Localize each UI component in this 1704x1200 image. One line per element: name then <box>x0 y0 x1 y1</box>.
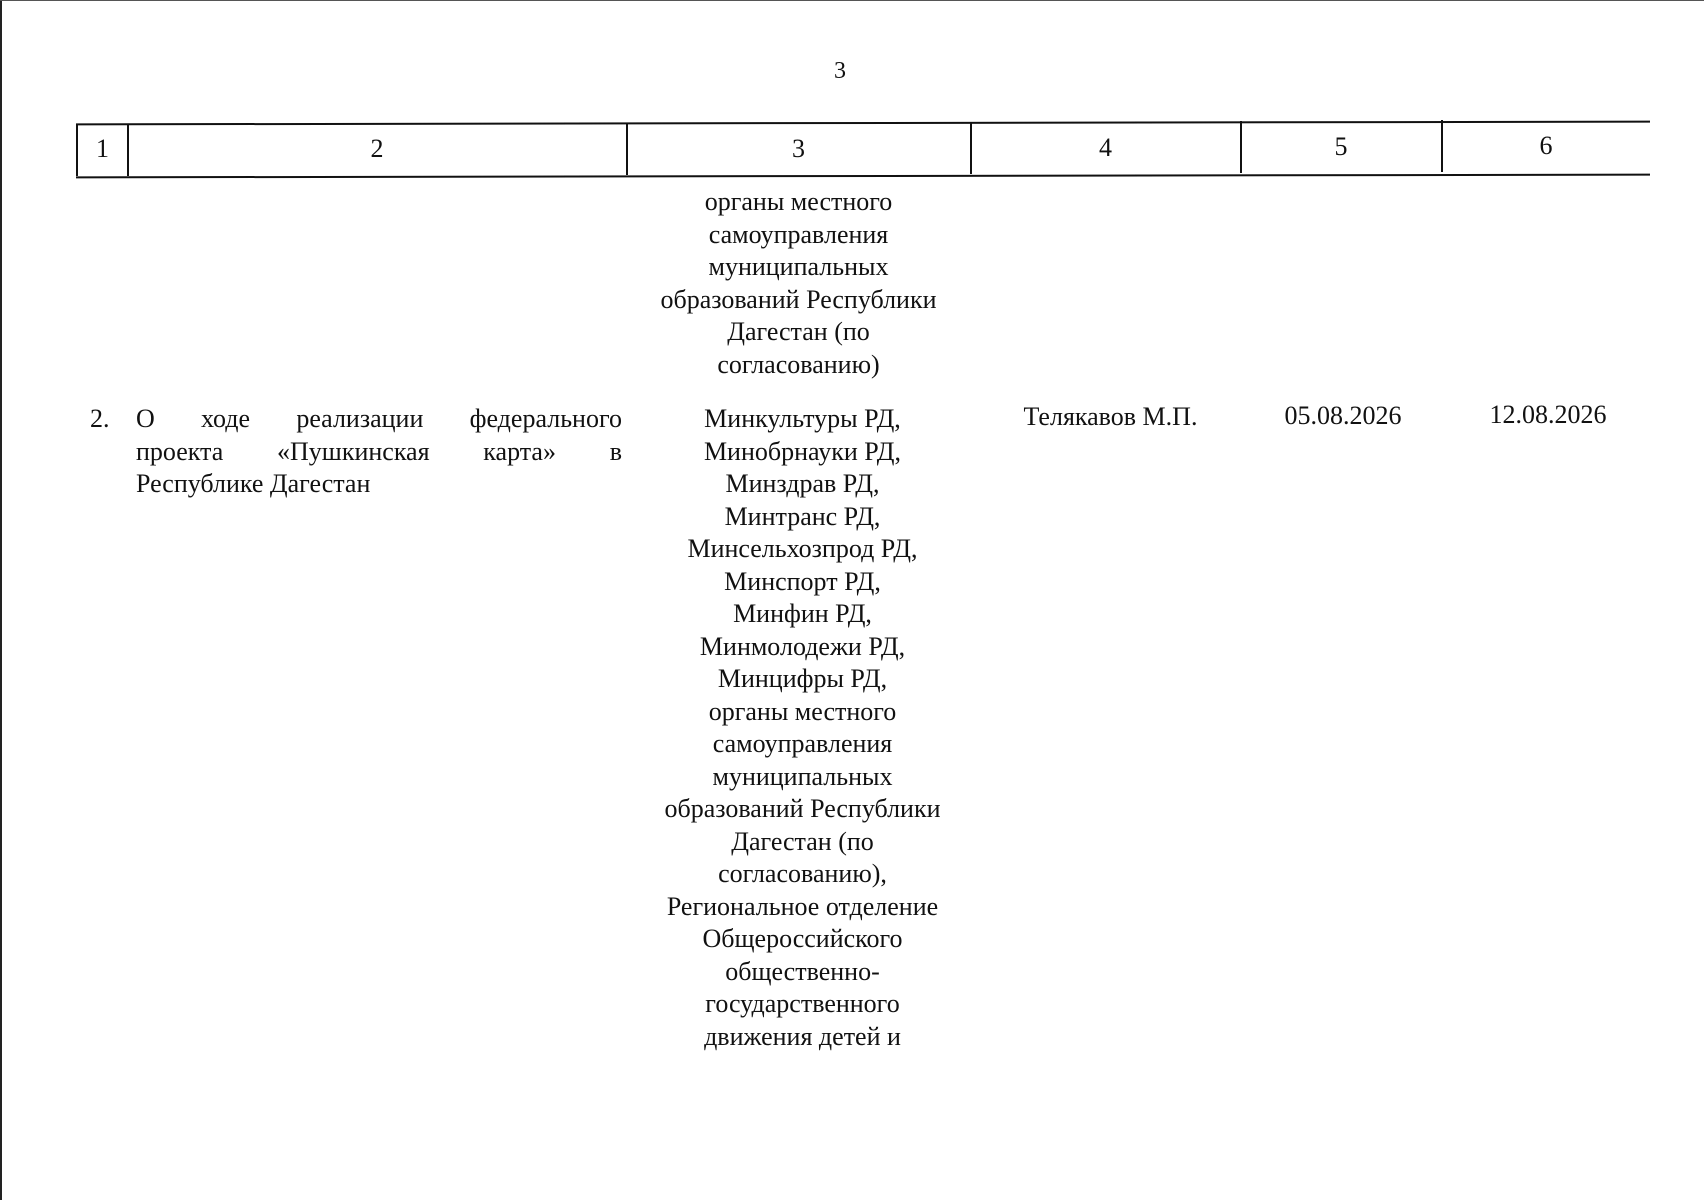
continuation-line: органы местного <box>704 187 893 216</box>
page-edge-top <box>0 0 1704 1</box>
executor-line: Минобрнауки РД, <box>703 436 902 466</box>
header-col-6: 6 <box>1539 131 1553 160</box>
header-col-5: 5 <box>1334 132 1348 161</box>
page-number: 3 <box>834 58 846 84</box>
executor-line: согласованию), <box>718 859 887 888</box>
header-col-1: 1 <box>96 134 109 163</box>
header-col-4: 4 <box>1099 133 1112 162</box>
executor-line: Минздрав РД, <box>725 469 880 498</box>
header-top-border <box>76 121 1650 125</box>
row-date-start: 05.08.2026 <box>1284 401 1402 430</box>
executor-line: Минмолодежи РД, <box>699 631 906 661</box>
title-word: Республике Дагестан <box>136 469 371 498</box>
continuation-executors <box>627 186 970 381</box>
title-word: О <box>136 404 155 433</box>
executor-line: самоуправления <box>712 729 893 758</box>
title-word: карта» <box>483 436 556 466</box>
row-responsible: Телякавов М.П. <box>1023 402 1198 431</box>
continuation-line: Дагестан (по <box>727 317 870 346</box>
continuation-line: согласованию) <box>717 349 880 379</box>
title-word: «Пушкинская <box>277 436 430 466</box>
executor-line: органы местного <box>708 696 897 726</box>
title-word: проекта <box>136 436 224 466</box>
header-col-3: 3 <box>792 134 805 163</box>
header-col-2: 2 <box>370 134 384 163</box>
title-line <box>136 468 622 501</box>
continuation-line: муниципальных <box>708 252 889 281</box>
executor-line: Минцифры РД, <box>717 664 888 693</box>
title-line <box>136 403 622 436</box>
executor-line: Минспорт РД, <box>724 566 881 596</box>
executor-line: муниципальных <box>712 761 893 791</box>
executor-line: Минфин РД, <box>733 599 872 628</box>
row-title <box>136 403 622 501</box>
executor-line: общественно- <box>725 956 880 986</box>
row-date-end: 12.08.2026 <box>1489 400 1607 429</box>
title-word: реализации <box>296 404 424 433</box>
executor-line: Общероссийского <box>702 924 903 953</box>
title-word: в <box>609 436 622 466</box>
title-line <box>136 436 622 469</box>
row-executors <box>631 403 974 1053</box>
continuation-line: образований Республики <box>660 284 937 314</box>
executor-line: Минтранс РД, <box>724 501 881 531</box>
header-bottom-border <box>76 174 1650 178</box>
executor-line: образований Республики <box>664 794 941 823</box>
executor-line: Региональное отделение <box>666 891 939 921</box>
title-word: ходе <box>201 404 251 433</box>
continuation-line: самоуправления <box>708 219 889 249</box>
page-edge <box>0 0 2 1200</box>
row-number: 2. <box>90 404 110 433</box>
executor-line: движения детей и <box>704 1021 901 1051</box>
executor-line: Минсельхозпрод РД, <box>687 534 918 563</box>
executor-line: Дагестан (по <box>731 826 874 856</box>
title-word: федерального <box>469 404 622 433</box>
executor-line: Минкультуры РД, <box>704 404 901 433</box>
executor-line: государственного <box>705 989 900 1018</box>
